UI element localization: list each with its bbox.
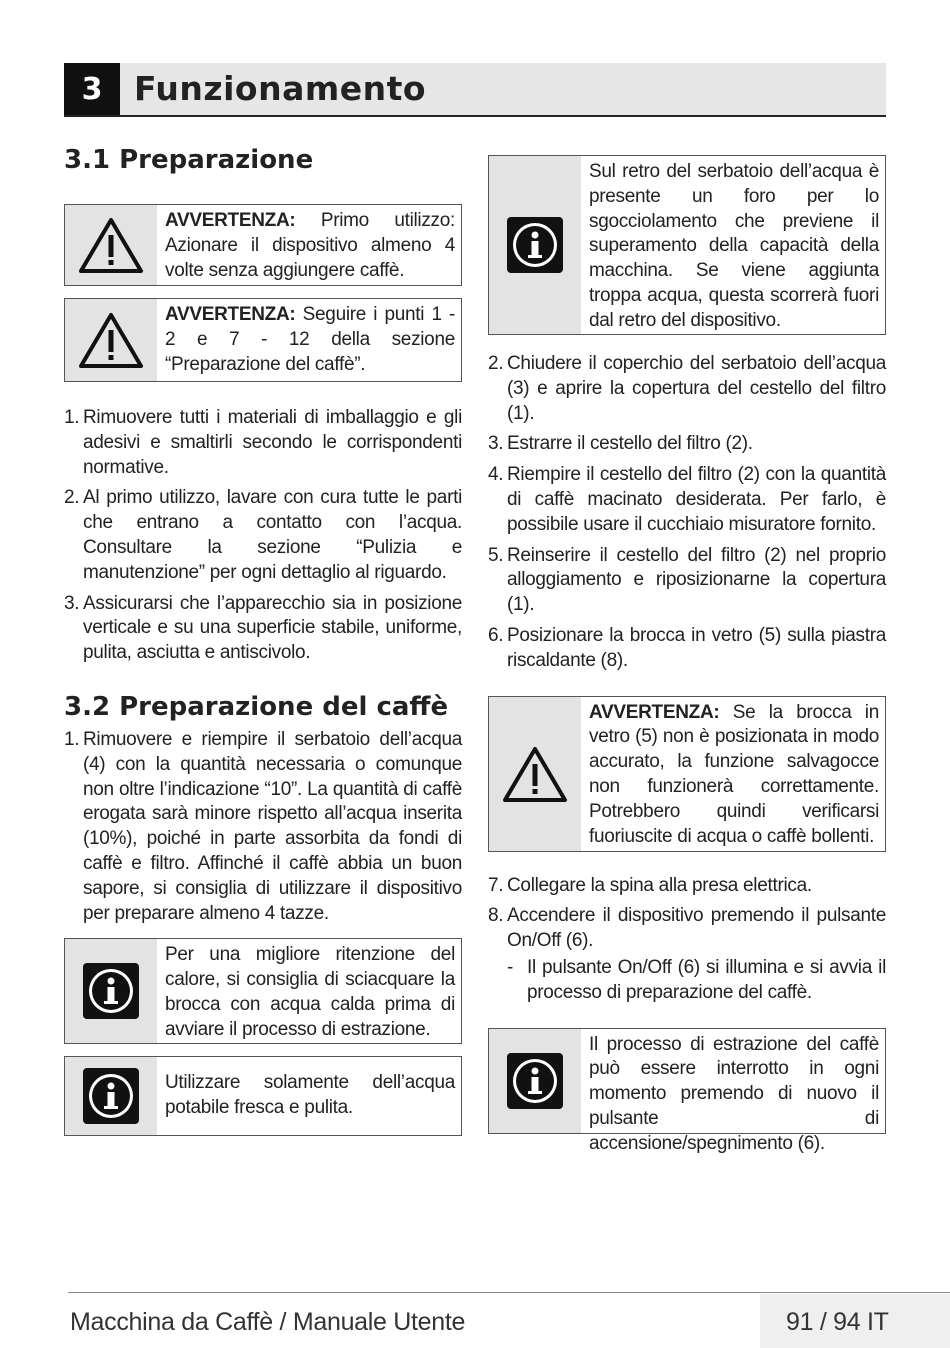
warning-triangle-icon — [65, 205, 157, 285]
list-item: 5. Reinserire il cestello del filtro (2) nel proprio alloggiamento e riposizionarne la copertura (1). — [488, 544, 886, 616]
chapter-title: Funzionamento — [134, 69, 427, 108]
warning-triangle-icon — [489, 697, 581, 851]
info-icon — [65, 939, 157, 1043]
coffee-steps-list-continued — [488, 352, 886, 674]
warning-triangle-icon — [65, 299, 157, 381]
info-text: Per una migliore ritenzione del calore, si consiglia di sciacquare la brocca con acqua calda prima di avviare il processo di estrazione. — [165, 944, 455, 1040]
warning-box-carafe — [488, 696, 886, 852]
list-item: 3. Estrarre il cestello del filtro (2). — [488, 433, 753, 455]
section-title-preparazione-caffe: 3.2 Preparazione del caffè — [64, 691, 449, 722]
footer-divider — [68, 1292, 950, 1293]
coffee-steps-list — [64, 728, 462, 926]
list-item: 7. Collegare la spina alla presa elettrica. — [488, 874, 812, 896]
warning-label: AVVERTENZA: — [165, 304, 296, 325]
sub-list-item: - Il pulsante On/Off (6) si illumina e si avvia il processo di preparazione del caffè. — [507, 956, 886, 1003]
preparation-steps-list — [64, 406, 462, 666]
section-title-preparazione: 3.1 Preparazione — [64, 145, 314, 175]
list-item: 1. Rimuovere tutti i materiali di imballaggio e gli adesivi e smaltirli secondo le corrispondenti normative. — [64, 407, 462, 478]
info-icon — [65, 1057, 157, 1135]
footer-page-number: 91 / 94 IT — [786, 1308, 889, 1336]
info-box-drain-hole — [488, 155, 886, 335]
warning-text: AVVERTENZA: Se la brocca in vetro (5) non è posizionata in modo accurato, la funzione salvagocce non funzionerà correttamente. Potrebbero quindi verificarsi fuoriuscite di acqua o caffè bollenti. — [589, 701, 879, 847]
list-item: 2. Chiudere il coperchio del serbatoio dell’acqua (3) e aprire la copertura del cestello del filtro (1). — [488, 353, 886, 424]
footer-title: Macchina da Caffè / Manuale Utente — [70, 1308, 466, 1336]
list-item: 2. Al primo utilizzo, lavare con cura tutte le parti che entrano a contatto con l’acqua. Consultare la sezione “Pulizia e manutenzione” per ogni dettaglio al riguardo. — [64, 487, 462, 583]
info-box-water — [64, 1056, 462, 1136]
chapter-header — [64, 63, 886, 117]
chapter-number: 3 — [64, 63, 120, 115]
list-item: 4. Riempire il cestello del filtro (2) con la quantità di caffè macinato desiderata. Per farlo, è possibile usare il cucchiaio misuratore fornito. — [488, 464, 886, 535]
info-box-rinse — [64, 938, 462, 1044]
warning-text: AVVERTENZA: Primo utilizzo: Azionare il dispositivo almeno 4 volte senza aggiungere caffè. — [165, 210, 455, 281]
warning-label: AVVERTENZA: — [165, 210, 296, 231]
info-box-interrupt — [488, 1028, 886, 1154]
info-text: Il processo di estrazione del caffè può essere interrotto in ogni momento premendo di nuovo il pulsante di accensione/spegnimento (6). — [589, 1033, 879, 1154]
warning-box-steps — [64, 298, 462, 382]
list-item: 3. Assicurarsi che l’apparecchio sia in posizione verticale e su una superficie stabile, uniforme, pulita, asciutta e antiscivolo. — [64, 592, 462, 664]
list-item: 1. Rimuovere e riempire il serbatoio dell’acqua (4) con la quantità necessaria o comunque non oltre l’indicazione “10”. La quantità di caffè erogata sarà minore rispetto all’acqua inserita (10%), poiché in parte assorbita da fondi di caffè e filtro. Affinché il caffè abbia un buon sapore, si consiglia di utilizzare il dispositivo per preparare almeno 4 tazze. — [64, 728, 462, 924]
info-icon — [489, 156, 581, 334]
warning-label: AVVERTENZA: — [589, 701, 720, 723]
list-item: 6. Posizionare la brocca in vetro (5) sulla piastra riscaldante (8). — [488, 624, 886, 671]
list-item: 8. Accendere il dispositivo premendo il pulsante On/Off (6). — [488, 905, 886, 952]
right-column — [488, 155, 886, 1154]
info-text: Sul retro del serbatoio dell’acqua è presente un foro per lo sgocciolamento che previene il superamento della capacità della macchina. Se viene aggiunta troppa acqua, questa scorrerà fuori dal retro del dispositivo. — [589, 161, 879, 331]
warning-text: AVVERTENZA: Seguire i punti 1 - 2 e 7 - 12 della sezione “Preparazione del caffè”. — [165, 304, 455, 375]
left-column — [64, 145, 462, 1136]
coffee-steps-list-final — [488, 874, 886, 954]
warning-box-first-use — [64, 204, 462, 286]
info-icon — [489, 1029, 581, 1133]
info-text: Utilizzare solamente dell’acqua potabile fresca e pulita. — [165, 1072, 455, 1119]
